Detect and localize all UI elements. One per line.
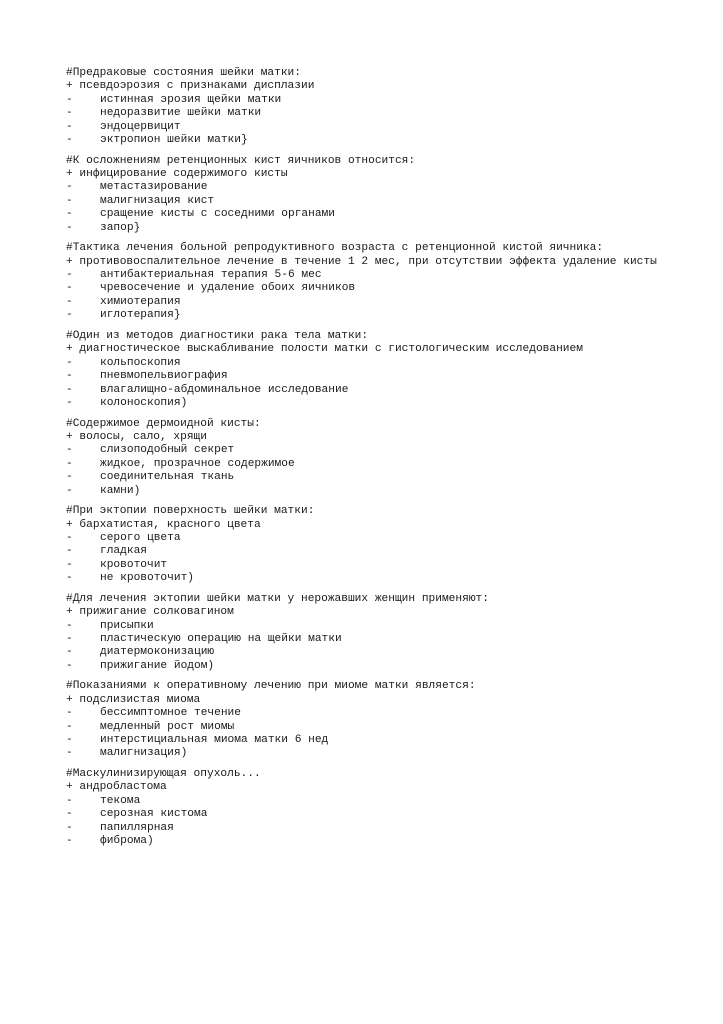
wrong-answer-marker: - [66,107,73,120]
wrong-answer-marker: - [66,269,73,282]
wrong-answer [66,282,706,295]
wrong-answer-marker: - [66,309,73,322]
wrong-answer [66,545,706,558]
wrong-answer-marker: - [66,720,73,733]
wrong-answer-text: эндоцервицит [100,120,181,133]
wrong-answer [66,397,706,410]
wrong-answer [66,734,706,747]
question-title: #Маскулинизирующая опухоль... [66,768,261,780]
correct-answer: + диагностическое выскабливание полости матки с гистологическим исследованием [66,343,583,356]
wrong-answer-text: фиброма) [100,835,154,848]
wrong-answer [66,94,706,107]
wrong-answer-text: чревосечение и удаление обоих яичников [100,282,356,295]
wrong-answer-marker: - [66,295,73,308]
wrong-answer-marker: - [66,572,73,585]
wrong-answer [66,795,706,808]
wrong-answer-marker: - [66,835,73,848]
correct-answer: + подслизистая миома [66,693,201,706]
wrong-answer [66,646,706,659]
wrong-answer-text: текома [100,794,141,807]
wrong-answer-marker: - [66,356,73,369]
wrong-answer-text: кровоточит [100,558,168,571]
wrong-answer [66,660,706,673]
wrong-answer-marker: - [66,383,73,396]
wrong-answer-text: слизоподобный секрет [100,444,235,457]
wrong-answer [66,370,706,383]
wrong-answer-text: не кровоточит) [100,572,194,585]
wrong-answer-marker: - [66,396,73,409]
wrong-answer-text: серого цвета [100,531,181,544]
wrong-answer-marker: - [66,457,73,470]
wrong-answer-text: метастазирование [100,181,208,194]
wrong-answer-text: папиллярная [100,821,174,834]
wrong-answer [66,181,706,194]
wrong-answer [66,707,706,720]
question-block [66,67,706,147]
wrong-answer-text: эктропион шейки матки} [100,134,248,147]
wrong-answer-text: малигнизация) [100,747,188,760]
wrong-answer [66,309,706,322]
correct-answer: + противовоспалительное лечение в течение 1 2 мес, при отсутствии эффекта удаление кисты [66,255,657,268]
wrong-answer-marker: - [66,747,73,760]
wrong-answer-text: кольпоскопия [100,356,181,369]
wrong-answer-marker: - [66,558,73,571]
wrong-answer-marker: - [66,707,73,720]
correct-answer: + андробластома [66,781,167,794]
wrong-answer-text: сращение кисты с соседними органами [100,208,335,221]
wrong-answer [66,721,706,734]
question-title: #Показаниями к оперативному лечению при миоме матки является: [66,680,476,693]
wrong-answer [66,357,706,370]
wrong-answer-marker: - [66,794,73,807]
wrong-answer-text: прижигание йодом) [100,659,215,672]
wrong-answer-marker: - [66,208,73,221]
wrong-answer [66,559,706,572]
wrong-answer-marker: - [66,659,73,672]
wrong-answer-text: антибактериальная терапия 5-6 мес [100,269,322,282]
wrong-answer-text: пластическую операцию на щейки матки [100,632,342,645]
wrong-answer-marker: - [66,194,73,207]
question-block [66,505,706,585]
wrong-answer [66,296,706,309]
wrong-answer-text: камни) [100,484,141,497]
wrong-answer [66,572,706,585]
wrong-answer [66,195,706,208]
wrong-answer-text: бессимптомное течение [100,707,241,720]
wrong-answer-marker: - [66,120,73,133]
wrong-answer-text: истинная эрозия щейки матки [100,93,282,106]
correct-answer: + волосы, сало, хрящи [66,430,207,443]
wrong-answer-marker: - [66,370,73,383]
wrong-answer-text: иглотерапия} [100,309,181,322]
wrong-answer-marker: - [66,282,73,295]
wrong-answer-marker: - [66,93,73,106]
wrong-answer [66,107,706,120]
wrong-answer-text: медленный рост миомы [100,720,235,733]
question-title: #Один из методов диагностики рака тела матки: [66,329,369,342]
wrong-answer [66,835,706,848]
wrong-answer-marker: - [66,632,73,645]
question-title: #При эктопии поверхность шейки матки: [66,505,315,518]
wrong-answer-marker: - [66,471,73,484]
wrong-answer-text: колоноскопия) [100,396,188,409]
wrong-answer [66,134,706,147]
question-title: #Для лечения эктопии шейки матки у нерожавших женщин применяют: [66,592,489,605]
wrong-answer-marker: - [66,531,73,544]
wrong-answer [66,458,706,471]
question-block [66,155,706,235]
question-block [66,593,706,673]
wrong-answer-marker: - [66,619,73,632]
wrong-answer-text: недоразвитие шейки матки [100,107,262,120]
wrong-answer-marker: - [66,545,73,558]
wrong-answer-marker: - [66,821,73,834]
wrong-answer-text: гладкая [100,545,147,558]
wrong-answer [66,633,706,646]
wrong-answer-marker: - [66,181,73,194]
wrong-answer [66,208,706,221]
wrong-answer-text: присыпки [100,619,154,632]
wrong-answer [66,747,706,760]
wrong-answer-marker: - [66,444,73,457]
wrong-answer-marker: - [66,646,73,659]
wrong-answer [66,269,706,282]
wrong-answer-text: запор} [100,221,141,234]
correct-answer: + прижигание солковагином [66,606,234,619]
wrong-answer [66,444,706,457]
wrong-answer-marker: - [66,221,73,234]
question-block [66,242,706,322]
wrong-answer-text: пневмопельвиография [100,370,228,383]
wrong-answer [66,471,706,484]
correct-answer: + псевдоэрозия с признаками дисплазии [66,80,315,93]
wrong-answer-text: малигнизация кист [100,194,215,207]
wrong-answer [66,620,706,633]
question-title: #Тактика лечения больной репродуктивного возраста с ретенционной кистой яичника: [66,242,604,255]
question-block [66,768,706,848]
wrong-answer [66,121,706,134]
wrong-answer [66,822,706,835]
wrong-answer [66,384,706,397]
wrong-answer-marker: - [66,484,73,497]
correct-answer: + инфицирование содержимого кисты [66,168,288,181]
question-block [66,330,706,410]
question-title: #К осложнениям ретенционных кист яичников относится: [66,154,416,167]
wrong-answer [66,808,706,821]
wrong-answer [66,485,706,498]
wrong-answer-text: жидкое, прозрачное содержимое [100,457,295,470]
test-questions [66,67,706,856]
wrong-answer [66,532,706,545]
question-title: #Предраковые состояния шейки матки: [66,67,301,79]
wrong-answer-text: интерстициальная миома матки 6 нед [100,734,329,746]
wrong-answer-marker: - [66,734,73,746]
wrong-answer-text: влагалищно-абдоминальное исследование [100,383,349,396]
question-block [66,418,706,498]
wrong-answer-text: соединительная ткань [100,471,235,484]
wrong-answer-text: диатермоконизацию [100,646,215,659]
wrong-answer-text: серозная кистома [100,808,208,821]
wrong-answer-marker: - [66,808,73,821]
wrong-answer-marker: - [66,134,73,147]
wrong-answer [66,222,706,235]
wrong-answer-text: химиотерапия [100,295,181,308]
question-title: #Содержимое дермоидной кисты: [66,417,261,430]
question-block [66,680,706,760]
correct-answer: + бархатистая, красного цвета [66,518,261,531]
